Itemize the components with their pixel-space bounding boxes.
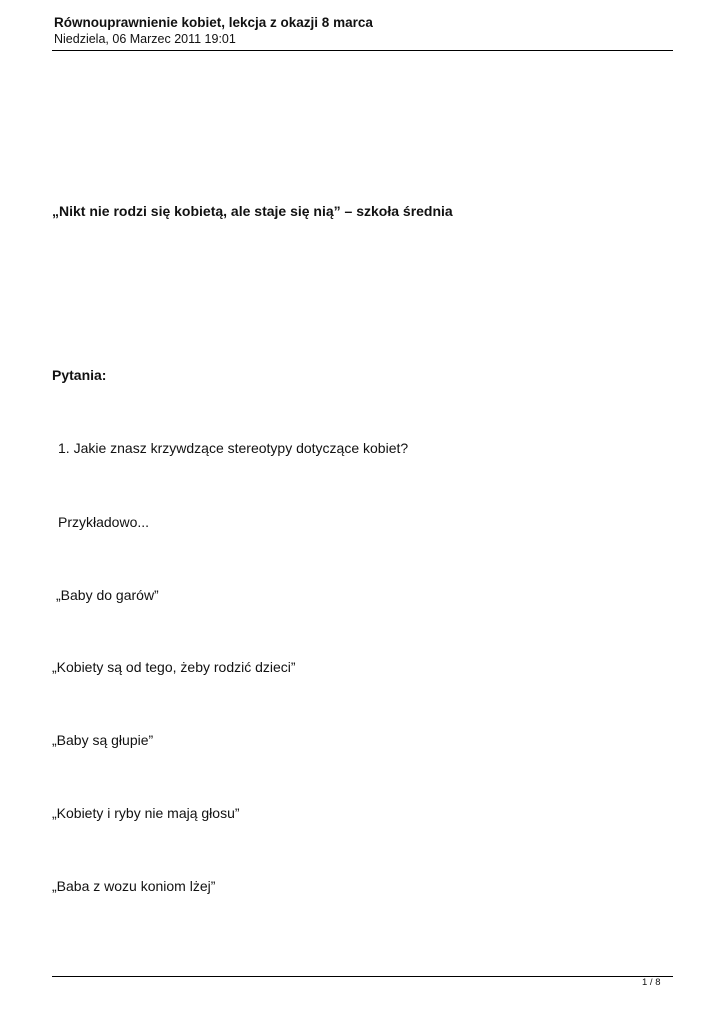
page-number: 1 / 8: [642, 977, 661, 988]
stereotype-item: „Kobiety i ryby nie mają głosu”: [52, 805, 240, 821]
lesson-subtitle: „Nikt nie rodzi się kobietą, ale staje się nią” – szkoła średnia: [52, 203, 453, 219]
stereotype-item: „Baba z wozu koniom lżej”: [52, 878, 216, 894]
stereotype-item: „Baby są głupie”: [52, 732, 154, 748]
header-divider: [52, 50, 673, 51]
question-1: 1. Jakie znasz krzywdzące stereotypy dotyczące kobiet?: [58, 440, 409, 456]
stereotype-item: „Baby do garów”: [56, 587, 159, 603]
questions-heading: Pytania:: [52, 367, 107, 383]
examples-intro: Przykładowo...: [58, 514, 150, 530]
stereotype-item: „Kobiety są od tego, żeby rodzić dzieci”: [52, 659, 296, 675]
footer-divider: [52, 976, 673, 977]
document-date: Niedziela, 06 Marzec 2011 19:01: [54, 32, 236, 46]
document-title: Równouprawnienie kobiet, lekcja z okazji 8 marca: [54, 15, 373, 30]
